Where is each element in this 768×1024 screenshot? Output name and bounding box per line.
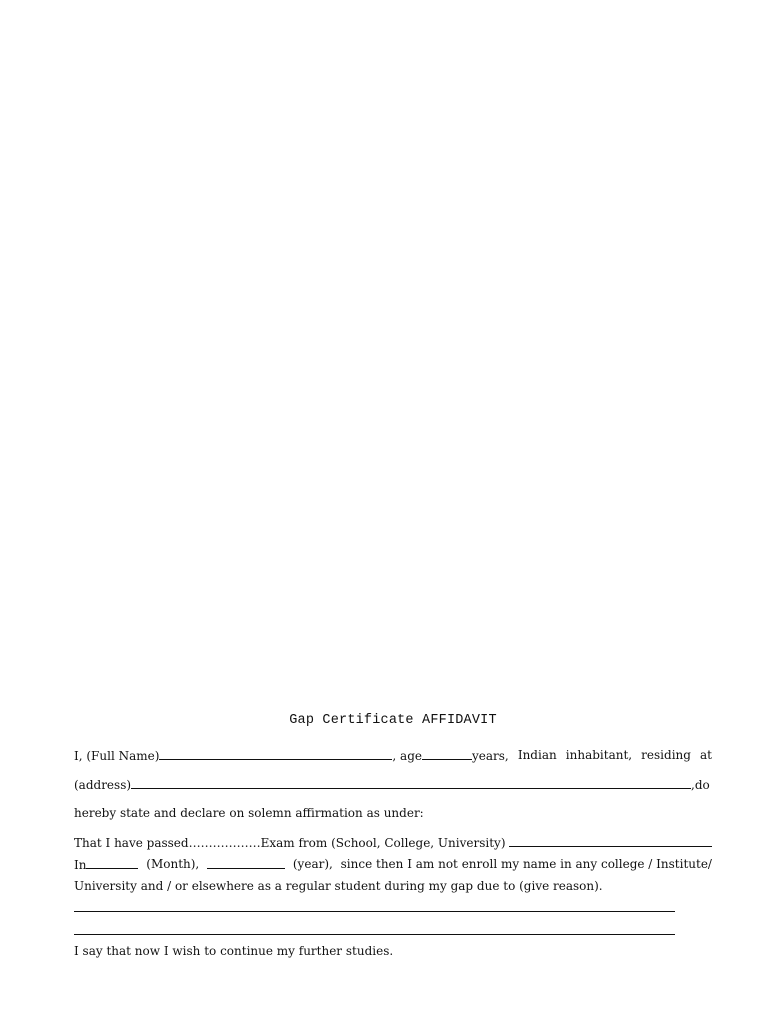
address-line: (address) ,do (74, 778, 710, 792)
full-name-blank[interactable] (159, 747, 392, 760)
exam-dots[interactable]: ……………… (188, 836, 261, 850)
institution-blank[interactable] (509, 834, 712, 847)
reason-blank-line-2[interactable] (74, 934, 675, 935)
address-blank[interactable] (131, 776, 691, 789)
full-name-segment: I, (Full Name) , age years, (74, 749, 509, 763)
year-label: (year), (292, 857, 333, 871)
age-blank[interactable] (422, 747, 472, 760)
year-blank[interactable] (207, 856, 285, 869)
month-label: (Month), (146, 857, 200, 871)
since-text: since then I am not enroll my name in any college / Institute/ (340, 857, 712, 871)
word-residing: residing (641, 748, 691, 762)
word-inhabitant: inhabitant, (565, 748, 633, 762)
full-name-line (74, 747, 712, 764)
passed-exam-line: That I have passed………………Exam from (School, College, University) (74, 834, 712, 851)
word-indian: Indian (517, 748, 557, 762)
gap-reason-line: University and / or elsewhere as a regular student during my gap due to (give reason). (74, 879, 603, 893)
month-blank[interactable] (86, 856, 138, 869)
declaration-line: hereby state and declare on solemn affirmation as under: (74, 806, 424, 820)
word-at: at (700, 748, 712, 762)
in-segment: In (74, 856, 138, 873)
document-title: Gap Certificate AFFIDAVIT (289, 713, 497, 728)
month-year-line (74, 856, 712, 873)
reason-blank-line-1[interactable] (74, 911, 675, 912)
continue-studies-line: I say that now I wish to continue my further studies. (74, 944, 394, 958)
